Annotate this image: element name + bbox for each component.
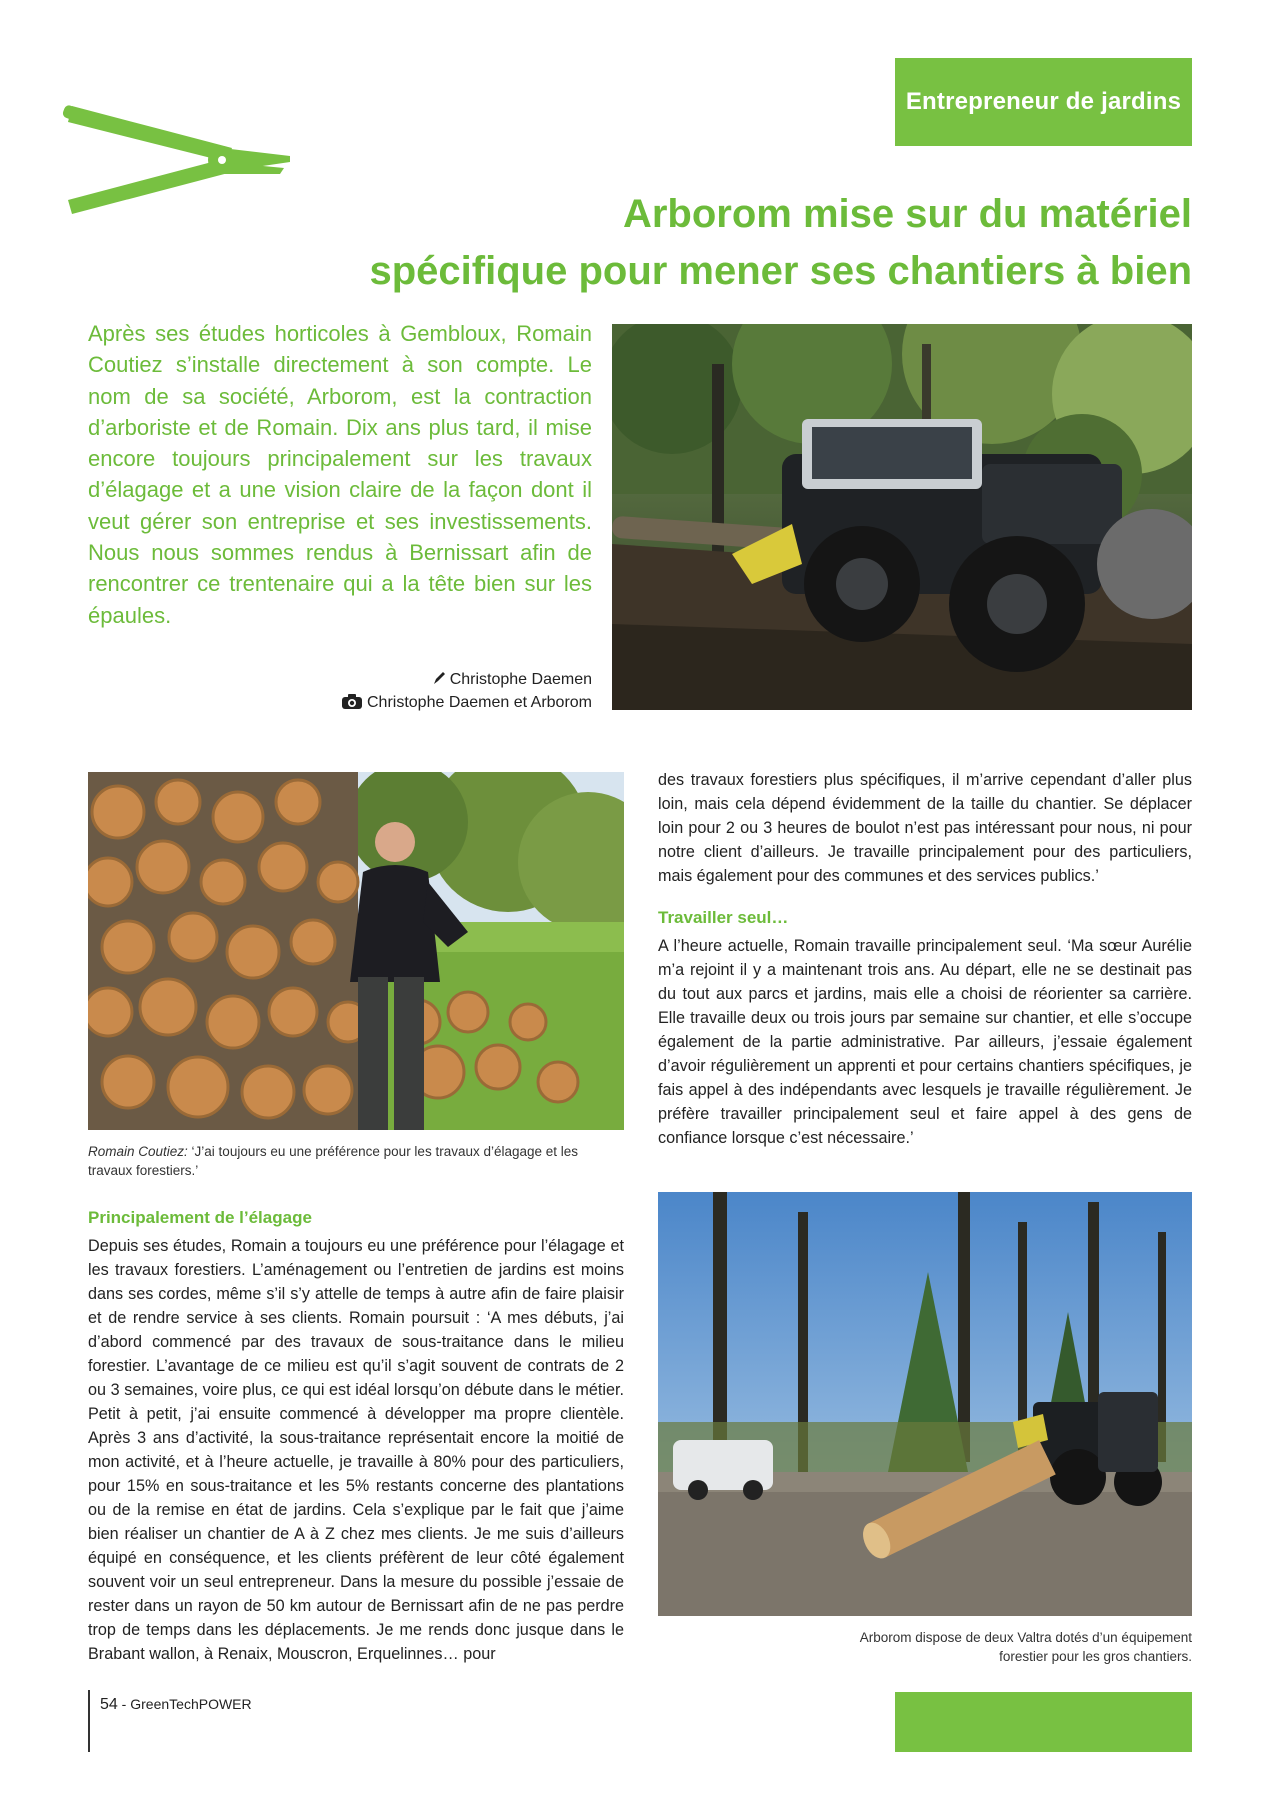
footer-accent-bar (895, 1692, 1192, 1752)
section-1 (88, 1208, 624, 1666)
headline-line-2: spécifique pour mener ses chantiers à bien (369, 249, 1192, 293)
page-number: 54 (100, 1696, 118, 1713)
section-tag: Entrepreneur de jardins (895, 58, 1192, 146)
caption-2-line-2: forestier pour les gros chantiers. (999, 1649, 1192, 1664)
continuation-paragraph: des travaux forestiers plus spécifiques, il m’arrive cependant d’aller plus loin, mais cela dépend évidemment de la taille du chantier. Se déplacer loin pour 2 ou 3 heures de boulot n’est pas intéressant pour nous, ni pour notre client d’ailleurs. Je travaille principalement pour des particuliers, mais également pour des communes et des services publics.’ (658, 771, 1192, 885)
lead-paragraph: Après ses études horticoles à Gembloux, Romain Coutiez s’installe directement à son compte. Le nom de sa société, Arborom, est la contraction d’arboriste et de Romain. Dix ans plus tard, il mise encore toujours principalement sur les travaux d’élagage et a une vision claire de la façon dont il veut gérer son entreprise et ses investissements. Nous nous sommes rendus à Bernissart afin de rencontrer ce trentenaire qui a la tête bien sur les épaules. (88, 321, 592, 628)
valtra-tractor-photo (658, 1192, 1192, 1616)
caption-1-name: Romain Coutiez: (88, 1144, 188, 1159)
right-column (658, 768, 1192, 1150)
headline (292, 186, 1192, 300)
section-1-heading: Principalement de l’élagage (88, 1208, 312, 1227)
footer-rule (88, 1690, 90, 1752)
footer-page-info: 54 - GreenTechPOWER (100, 1696, 252, 1713)
photo-caption-1 (88, 1142, 624, 1180)
pruning-shears-icon (62, 100, 292, 220)
pen-icon (432, 671, 446, 685)
forestry-tractor-photo (612, 324, 1192, 710)
caption-2-line-1: Arborom dispose de deux Valtra dotés d’un équipement (859, 1630, 1192, 1645)
author-credit: Christophe Daemen (300, 668, 592, 691)
brand-name: GreenTechPOWER (130, 1696, 252, 1712)
camera-icon (342, 694, 362, 709)
photo-caption-2 (658, 1628, 1192, 1666)
romain-coutiez-photo (88, 772, 624, 1130)
photo-credit: Christophe Daemen et Arborom (300, 691, 592, 714)
section-2-body: A l’heure actuelle, Romain travaille principalement seul. ‘Ma sœur Aurélie m’a rejoint il y a maintenant trois ans. Au départ, elle ne se destinait pas du tout aux parcs et jardins, mais elle a choisi de réorienter sa carrière. Elle travaille deux ou trois jours par semaine sur chantier, et elle s’occupe également de la partie administrative. Par ailleurs, j’essaie également d’avoir régulièrement un apprenti et pour certains chantiers spécifiques, je fais appel à des indépendants avec lesquels je travaille régulièrement. Je préfère travailler principalement seul et faire appel à des gens de confiance lorsque c’est nécessaire.’ (658, 937, 1192, 1147)
credits (300, 668, 592, 714)
section-1-body: Depuis ses études, Romain a toujours eu une préférence pour l’élagage et les travaux forestiers. L’aménagement ou l’entretien de jardins est moins dans ses cordes, même s’il s’y attelle de temps à autre afin de faire plaisir et de rendre service à ses clients. Romain poursuit : ‘A mes débuts, j’ai d’abord commencé par des travaux de sous-traitance dans le milieu forestier. L’avantage de ce milieu est qu’il s’agit souvent de contrats de 2 ou 3 semaines, voire plus, ce qui est idéal lorsqu’on débute dans le métier. Petit à petit, j’ai ensuite commencé à développer ma propre clientèle. Après 3 ans d’activité, la sous-traitance représentait encore la moitié de mon activité, et à l’heure actuelle, je travaille à 80% pour des particuliers, pour 15% en sous-traitance et les 5% restants concerne des plantations ou de la remise en état de jardins. Cela s’explique par le fait que j’aime bien réaliser un chantier de A à Z chez mes clients. Je me suis d’ailleurs équipé en conséquence, et les clients préfèrent de leur côté également souvent voir un seul entrepreneur. Dans la mesure du possible j’essaie de rester dans un rayon de 50 km autour de Bernissart afin de ne pas perdre trop de temps dans les déplacements. Je me rends donc jusque dans le Brabant wallon, à Renaix, Mouscron, Erquelinnes… pour (88, 1237, 624, 1663)
section-2-heading: Travailler seul… (658, 908, 789, 927)
caption-1-text: ‘J’ai toujours eu une préférence pour les travaux d’élagage et les travaux forestiers.’ (88, 1144, 579, 1178)
headline-line-1: Arborom mise sur du matériel (622, 192, 1192, 236)
